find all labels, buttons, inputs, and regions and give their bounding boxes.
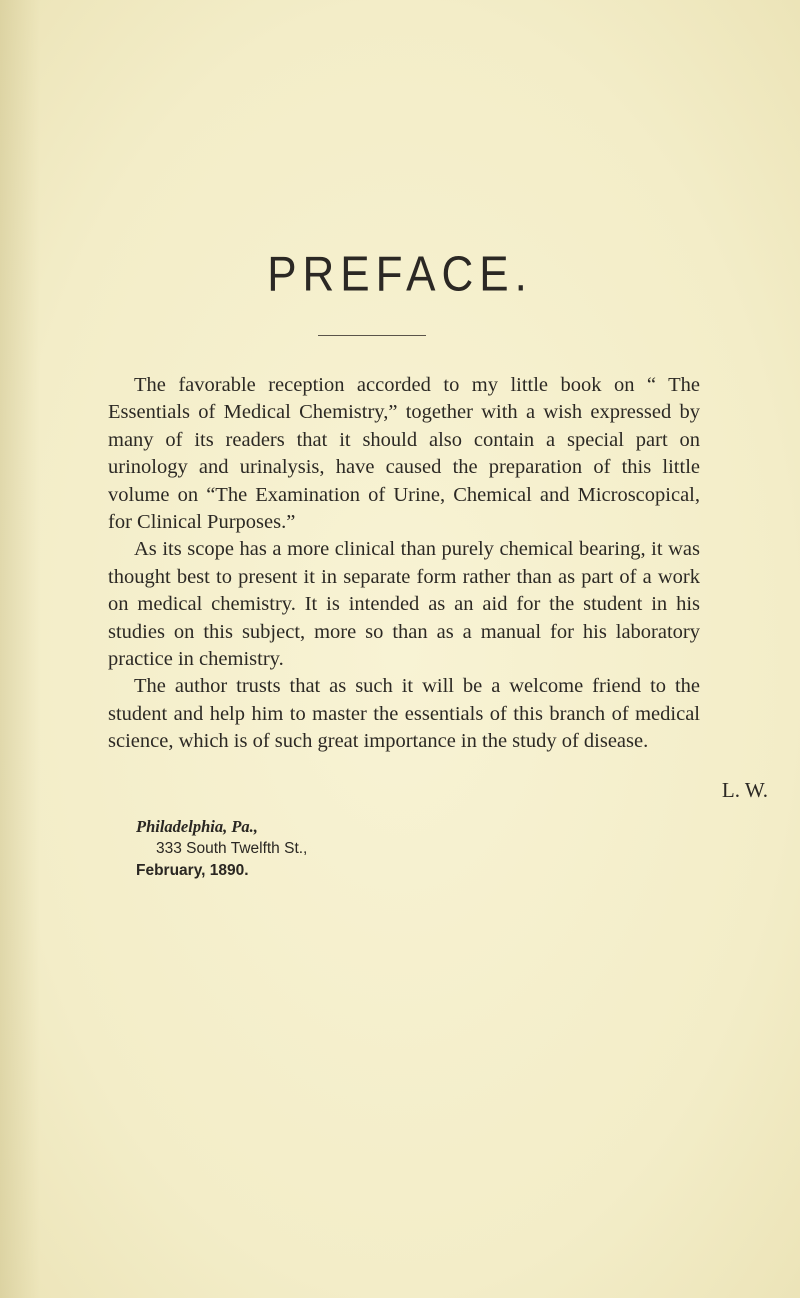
paragraph-3: The author trusts that as such it will be a welcome friend to the student and help him to master the essentials of this branch of medical science, which is of such great importance in the study of disease. xyxy=(108,675,700,753)
paragraph-2: As its scope has a more clinical than purely chemical bearing, it was thought best to present it in separate form rather than as part of a work on medical chemistry. It is intended as an aid for the student in his studies on this subject, more so than as a manual for his laboratory practice in chemistry. xyxy=(108,538,700,671)
address-street: 333 South Twelfth St., xyxy=(156,840,308,857)
author-signature: L. W. xyxy=(721,778,768,802)
title-divider xyxy=(318,335,426,336)
address-block xyxy=(136,816,307,882)
page-title: PREFACE. xyxy=(267,247,533,302)
paragraph-1: The favorable reception accorded to my little book on “ The Essentials of Medical Chemistry,” together with a wish expressed by many of its readers that it should also contain a special part on urinology and urinalysis, have caused the preparation of this little volume on “The Examination of Urine, Chemical and Microscopical, for Clinical Purposes.” xyxy=(108,374,700,534)
address-date: February, 1890. xyxy=(136,862,249,879)
preface-body xyxy=(108,372,700,756)
address-city: Philadelphia, Pa., xyxy=(136,817,258,836)
